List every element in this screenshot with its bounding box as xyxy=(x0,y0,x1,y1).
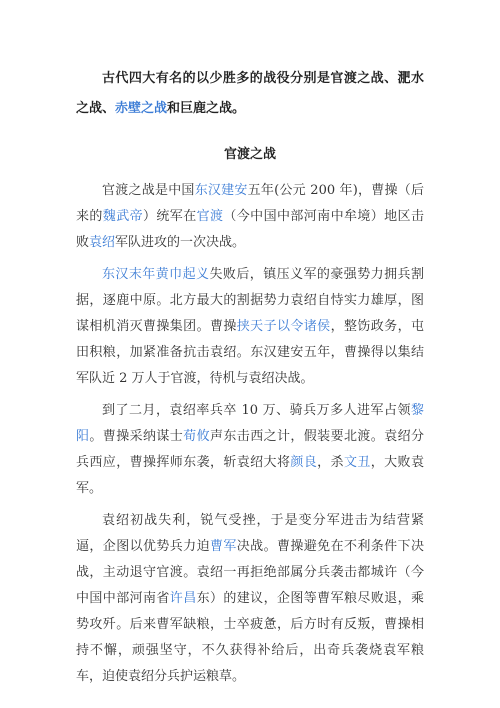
text: 。曹操采纳谋士 xyxy=(89,429,184,444)
link-donghan-jianan[interactable]: 东汉建安 xyxy=(194,183,248,198)
link-weiwudi[interactable]: 魏武帝 xyxy=(102,209,143,224)
text: （今中国中部河南中牟境）地区击败 xyxy=(76,209,424,250)
link-yuanshao[interactable]: 袁绍 xyxy=(89,235,116,250)
intro-text-2: 和巨鹿之战。 xyxy=(167,101,246,116)
paragraph-4 xyxy=(76,508,424,690)
text: 军队进攻的一次决战。 xyxy=(115,235,246,250)
text: 到了二月，袁绍率兵卒 10 万、骑兵万多人进军占领 xyxy=(102,403,411,418)
link-xietianzi[interactable]: 挟天子以令诸侯 xyxy=(236,319,331,334)
link-liyang[interactable]: 黎阳 xyxy=(76,403,424,444)
text: ，整饬政务，屯田积粮，加紧准备抗击袁绍。东汉建安五年，曹操得以集结军队近 2 万人于官渡，待机与袁绍决战。 xyxy=(76,319,424,386)
text: ）统军在 xyxy=(143,209,197,224)
link-xuchang[interactable]: 许昌 xyxy=(169,591,197,606)
text: ，杀 xyxy=(317,455,344,470)
link-huangjin-qiyi[interactable]: 东汉末年黄巾起义 xyxy=(102,267,210,282)
intro-text-1: 古代四大有名的以少胜多的战役分别是官渡之战、淝水之战、 xyxy=(76,71,424,116)
paragraph-3 xyxy=(76,398,424,502)
intro-paragraph xyxy=(76,64,424,124)
link-yanliang[interactable]: 颜良 xyxy=(290,455,318,470)
paragraph-1 xyxy=(76,178,424,256)
text: 失败后，镇压义军的豪强势力拥兵割据，逐鹿中原。北方最大的割据势力袁绍自恃实力雄厚，图谋相机消灭曹操集团。曹操 xyxy=(76,267,424,334)
link-guandu[interactable]: 官渡 xyxy=(196,209,224,224)
text: 五年(公元 200 年)，曹操（后来的 xyxy=(76,183,424,224)
text: ，大败袁军。 xyxy=(76,455,424,496)
text: 东）的建议，企图等曹军粮尽败退，乘势攻歼。后来曹军缺粮，士卒疲惫，后方时有反叛，曹操相持不懈，顽强坚守，不久获得补给后，出奇兵袭烧袁军粮车，迫使袁绍分兵护运粮草。 xyxy=(76,591,424,684)
section-title: 官渡之战 xyxy=(223,147,276,162)
text: 袁绍初战失利，锐气受挫，于是变分军进击为结营紧逼，企图以优势兵力迫 xyxy=(76,513,424,554)
text: 官渡之战是中国 xyxy=(102,183,195,198)
text: 决战。曹操避免在不利条件下决战，主动退守官渡。袁绍一再拒绝部属分兵袭击都城许（今中国中部河南省 xyxy=(76,539,424,606)
paragraph-2 xyxy=(76,262,424,392)
link-xunyou[interactable]: 荀攸 xyxy=(183,429,210,444)
link-caojun[interactable]: 曹军 xyxy=(209,539,237,554)
text: 声东击西之计，假装要北渡。袁绍分兵西应，曹操挥师东袭，斩袁绍大将 xyxy=(76,429,424,470)
link-chibi[interactable]: 赤壁之战 xyxy=(115,101,168,116)
link-wenchou[interactable]: 文丑 xyxy=(343,455,371,470)
